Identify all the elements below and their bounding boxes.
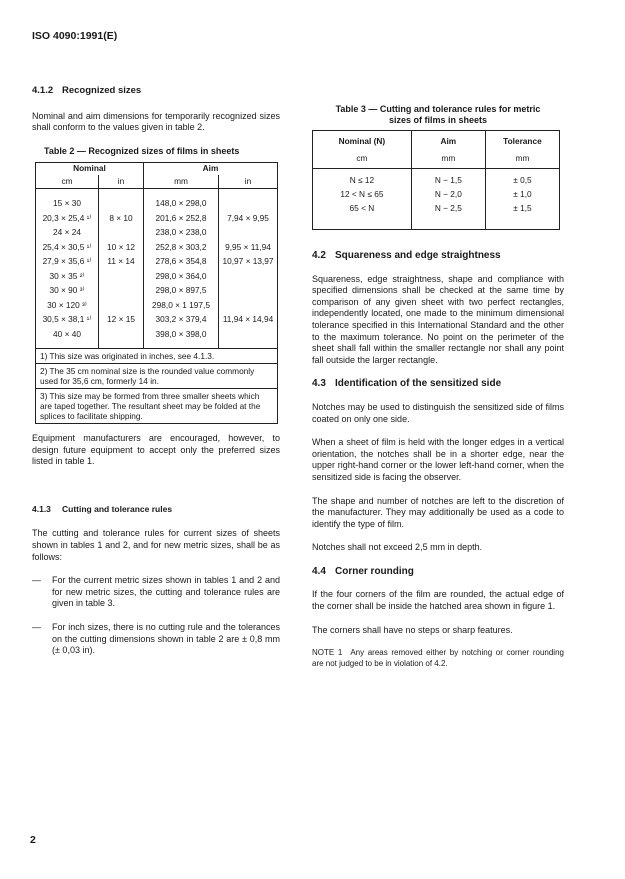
table-row <box>36 313 278 328</box>
cell-nominal-in: 10 × 12 <box>99 240 144 255</box>
cell-nominal-cm: 30 × 120 ³⁾ <box>47 299 87 310</box>
cell-nominal-in <box>99 226 144 241</box>
cell-aim-mm: 298,0 × 1 197,5 <box>144 298 219 313</box>
cell-nominal-cm: 15 × 30 <box>53 198 81 209</box>
cell-aim-mm: 278,6 × 354,8 <box>144 255 219 270</box>
section-title: Corner rounding <box>335 565 414 577</box>
cell-tolerance: ± 0,5 <box>485 169 559 189</box>
paragraph-notches: Notches may be used to distinguish the sensitized side of films coated on only one side. <box>312 401 564 424</box>
cell-aim-mm: 298,0 × 364,0 <box>144 269 219 284</box>
section-heading-4-4 <box>312 566 564 578</box>
page-number: 2 <box>30 834 36 846</box>
section-title: Cutting and tolerance rules <box>62 503 173 514</box>
table-row <box>313 202 560 230</box>
cell-nominal-cm: 40 × 40 <box>53 328 81 339</box>
cell-nominal-in: 11 × 14 <box>99 255 144 270</box>
cell-nominal-cm: 30,5 × 38,1 ¹⁾ <box>42 314 92 325</box>
table-row <box>36 211 278 226</box>
cutting-rules-list <box>32 575 280 657</box>
cell-nominal-cm: 24 × 24 <box>53 227 81 238</box>
paragraph-notch-shape: The shape and number of notches are left to the discretion of the manufacturer. They may additionally be used as a code to identify the type of film. <box>312 495 564 529</box>
table-2-unit-mm: mm <box>144 175 219 189</box>
right-column <box>312 104 564 669</box>
table-2-unit-in-aim: in <box>219 175 278 189</box>
table-2-caption: Table 2 — Recognized sizes of films in sheets <box>44 145 240 156</box>
cell-nominal-in <box>99 327 144 348</box>
section-heading-4-1-2 <box>32 85 280 97</box>
cell-aim-in <box>219 269 278 284</box>
section-number: 4.1.2 <box>32 85 54 96</box>
cell-aim-mm: 148,0 × 298,0 <box>144 188 219 211</box>
table-3-col-nominal: Nominal (N) <box>338 136 386 147</box>
section-heading-4-2 <box>312 250 564 262</box>
cell-nominal-in <box>99 269 144 284</box>
table-3-caption-line-2: sizes of films in sheets <box>388 115 488 125</box>
table-3-unit-tolerance: mm <box>485 150 559 169</box>
cell-aim-mm: 238,0 × 238,0 <box>144 226 219 241</box>
cell-aim-in <box>219 327 278 348</box>
paragraph-notch-depth: Notches shall not exceed 2,5 mm in depth. <box>312 542 483 553</box>
cell-nominal-in <box>99 284 144 299</box>
cell-aim-in: 11,94 × 14,94 <box>219 313 278 328</box>
table-row <box>36 298 278 313</box>
cell-nominal-cm: 20,3 × 25,4 ¹⁾ <box>42 212 92 223</box>
cell-nominal-cm: 25,4 × 30,5 ¹⁾ <box>42 241 92 252</box>
cell-nominal-in: 12 × 15 <box>99 313 144 328</box>
section-title: Identification of the sensitized side <box>335 378 502 390</box>
cell-aim-in: 10,97 × 13,97 <box>219 255 278 270</box>
table-2 <box>35 162 278 424</box>
cell-nominal-in <box>99 188 144 211</box>
paragraph-recognized-sizes: Nominal and aim dimensions for temporarily recognized sizes shall conform to the values given in table 2. <box>32 110 280 133</box>
table-3-caption <box>312 104 564 126</box>
footnote-1: 1) This size was originated in inches, see 4.1.3. <box>36 348 278 363</box>
section-number: 4.3 <box>312 378 326 390</box>
cell-aim-mm: 201,6 × 252,8 <box>144 211 219 226</box>
table-row <box>36 226 278 241</box>
cell-nominal: 12 < N ≤ 65 <box>340 189 384 200</box>
table-row <box>36 269 278 284</box>
footnote-3: 3) This size may be formed from three smaller sheets which are taped together. The resultant sheet may be folded at the splices to facilitate shipping. <box>36 388 278 423</box>
cell-nominal-cm: 27,9 × 35,6 ¹⁾ <box>42 256 92 267</box>
cell-aim-mm: 252,8 × 303,2 <box>144 240 219 255</box>
cell-nominal-in: 8 × 10 <box>99 211 144 226</box>
table-row <box>36 188 278 211</box>
table-3-caption-line-1: Table 3 — Cutting and tolerance rules for metric <box>335 104 541 114</box>
paragraph-squareness: Squareness, edge straightness, shape and compliance with specified dimensions shall be checked at the same time by comparison of any given sheet with two perfect rectangles, independently located, one made to the minimum dimensional tolerance specified in this International Standard and the other to the maximum tolerance. No point on the perimeter of the sheet shall fall within the smaller rectangle nor shall any point fall outside the larger rectangle. <box>312 273 564 365</box>
table-row <box>313 188 560 202</box>
cell-aim-mm: 303,2 × 379,4 <box>144 313 219 328</box>
table-row <box>36 255 278 270</box>
paragraph-orientation: When a sheet of film is held with the longer edges in a vertical orientation, the notches shall be in a shorter edge, near the upper right-hand corner or the lower left-hand corner, when the sensitized side is facing the observer. <box>312 437 564 482</box>
table-3-col-aim: Aim <box>411 131 485 151</box>
paragraph-equipment: Equipment manufacturers are encouraged, however, to design future equipment to accept only the preferred sizes listed in table 1. <box>32 432 280 467</box>
dash-marker: — <box>32 621 41 632</box>
cell-aim: N − 2,0 <box>411 188 485 202</box>
cell-aim-in <box>219 226 278 241</box>
table-row <box>36 284 278 299</box>
table-row <box>36 240 278 255</box>
left-column <box>32 85 280 669</box>
cell-aim-in <box>219 298 278 313</box>
paragraph-corner-features: The corners shall have no steps or sharp features. <box>312 624 513 635</box>
cell-nominal-cm: 30 × 90 ³⁾ <box>49 285 85 296</box>
table-footnote <box>36 388 278 423</box>
cell-tolerance: ± 1,5 <box>485 202 559 230</box>
note-label: NOTE 1 <box>312 648 343 658</box>
table-3-unit-nominal: cm <box>313 150 412 169</box>
table-footnote <box>36 363 278 388</box>
cell-tolerance: ± 1,0 <box>485 188 559 202</box>
cell-aim-mm: 398,0 × 398,0 <box>144 327 219 348</box>
cell-aim-in: 9,95 × 11,94 <box>219 240 278 255</box>
table-3-unit-aim: mm <box>411 150 485 169</box>
table-2-unit-cm: cm <box>36 175 99 189</box>
footnote-2: 2) The 35 cm nominal size is the rounded value commonly used for 35,6 cm, formerly 14 in. <box>36 363 278 388</box>
table-row <box>313 169 560 189</box>
list-item <box>32 622 280 657</box>
cell-nominal-in <box>99 298 144 313</box>
section-title: Recognized sizes <box>62 85 142 96</box>
section-heading-4-1-3 <box>32 504 280 516</box>
section-title: Squareness and edge straightness <box>335 250 501 261</box>
table-row <box>36 327 278 348</box>
cell-aim-mm: 298,0 × 897,5 <box>144 284 219 299</box>
table-3-col-tolerance: Tolerance <box>485 131 559 151</box>
cell-aim: N − 2,5 <box>411 202 485 230</box>
section-number: 4.2 <box>312 250 326 261</box>
table-3 <box>312 130 560 230</box>
cell-aim-in <box>219 284 278 299</box>
section-heading-4-3 <box>312 378 564 390</box>
document-id: ISO 4090:1991(E) <box>32 30 118 42</box>
cell-nominal-cm: 30 × 35 ²⁾ <box>49 270 85 281</box>
table-footnote <box>36 348 278 363</box>
cell-aim: N − 1,5 <box>411 169 485 189</box>
cell-aim-in: 7,94 × 9,95 <box>219 211 278 226</box>
paragraph-corner-rounding: If the four corners of the film are rounded, the actual edge of the corner shall be inside the hatched area shown in figure 1. <box>312 589 564 612</box>
list-item-text: For inch sizes, there is no cutting rule and the tolerances on the cutting dimensions shown in table 2 are ± 0,8 mm (± 0,03 in). <box>52 621 280 656</box>
table-2-unit-in: in <box>99 175 144 189</box>
note-text: Any areas removed either by notching or corner rounding are not judged to be in violation of 4.2. <box>312 648 564 668</box>
table-2-group-nominal: Nominal <box>73 163 106 174</box>
list-item <box>32 575 280 610</box>
note-1 <box>312 648 564 669</box>
dash-marker: — <box>32 575 41 586</box>
paragraph-cutting-rules: The cutting and tolerance rules for current sizes of sheets shown in tables 1 and 2, and for new metric sizes, shall be as follows: <box>32 528 280 562</box>
cell-nominal: N ≤ 12 <box>349 175 375 186</box>
section-number: 4.1.3 <box>32 503 51 514</box>
section-number: 4.4 <box>312 565 326 577</box>
cell-aim-in <box>219 188 278 211</box>
cell-nominal: 65 < N <box>349 203 375 214</box>
list-item-text: For the current metric sizes shown in tables 1 and 2 and for new metric sizes, the cutting and tolerance rules are given in table 3. <box>52 575 280 609</box>
table-2-group-aim: Aim <box>144 163 278 175</box>
